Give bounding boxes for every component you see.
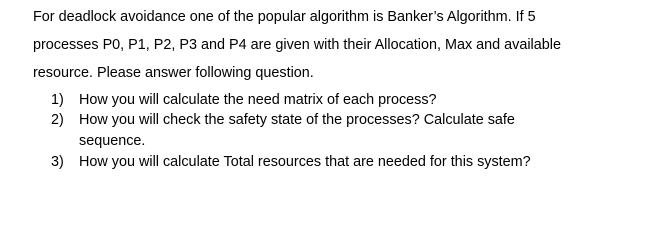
intro-line-2: processes P0, P1, P2, P3 and P4 are given with their Allocation, Max and available — [33, 37, 561, 53]
intro-line-3: resource. Please answer following question. — [33, 65, 314, 81]
intro-line-1: For deadlock avoidance one of the popular algorithm is Banker’s Algorithm. If 5 — [33, 9, 536, 25]
question-1-text: How you will calculate the need matrix of each process? — [79, 92, 437, 108]
question-2-text-line-2: sequence. — [79, 133, 146, 149]
question-2-text-line-1: How you will check the safety state of the processes? Calculate safe — [79, 112, 515, 128]
question-3-number: 3) — [51, 154, 64, 170]
question-3-text: How you will calculate Total resources that are needed for this system? — [79, 154, 531, 170]
question-1-number: 1) — [51, 92, 64, 108]
question-2-number: 2) — [51, 112, 64, 128]
